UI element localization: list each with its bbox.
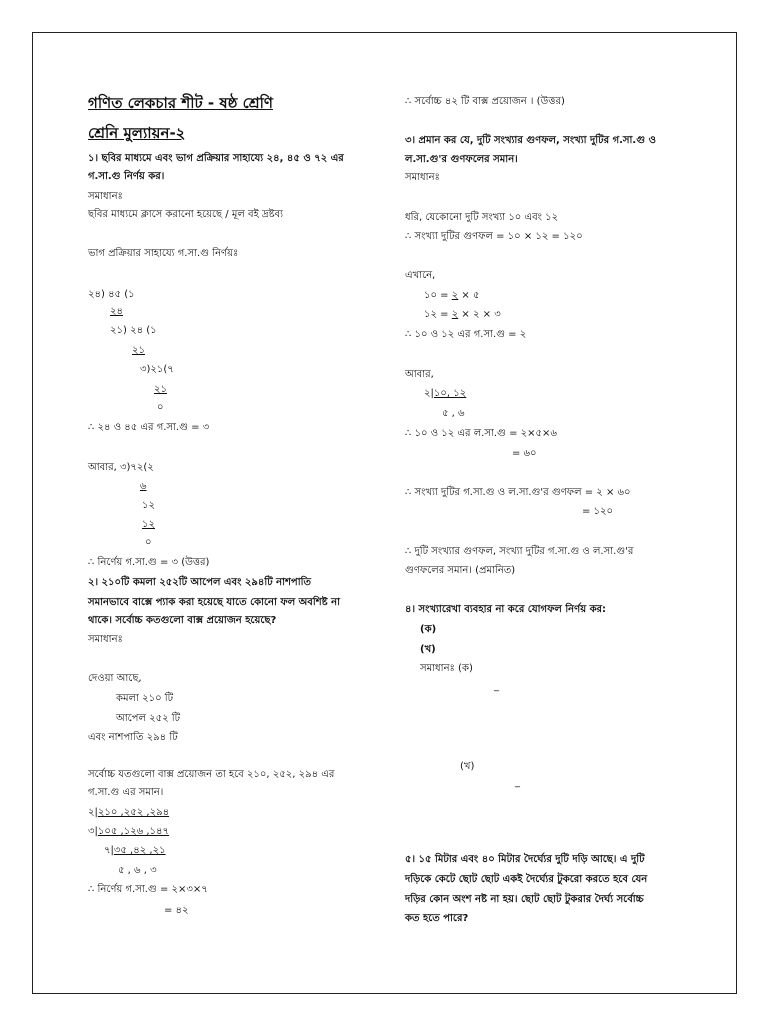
- q4-part-kha-solution: (খ): [460, 761, 475, 772]
- q4-solution-label: সমাধানঃ (ক): [420, 663, 473, 674]
- q1-result-1: ∴ ২৪ ও ৪৫ এর গ.সা.গু = ৩: [88, 422, 210, 433]
- q4-part-kha: (খ): [420, 644, 436, 655]
- q5-text-2: দড়িকে কেটে ছোট ছোট একই দৈর্ঘ্যের টুকরো করতে হবে যেন: [405, 874, 648, 885]
- q1-division-step: ৩)২১(৭: [140, 364, 174, 375]
- q3-step: এখানে,: [405, 270, 436, 281]
- q3-text-2: ল.সা.গু'র গুণফলের সমান।: [405, 154, 518, 165]
- q2-factor-row: ২|২১০ ,২৫২ ,২৯৪: [88, 807, 170, 818]
- q3-step: = ১২০: [582, 506, 614, 517]
- q4-text: ৪। সংখ্যারেখা ব্যবহার না করে যোগফল নির্ণয় কর:: [405, 604, 607, 615]
- q1-note: ছবির মাধ্যমে ক্লাসে করানো হয়েছে / মূল বই দ্রষ্টব্য: [88, 209, 284, 220]
- sheet-subtitle: শ্রেনি মুল্যায়ন-২: [88, 124, 186, 142]
- q1-division-step: ২৪: [110, 306, 123, 317]
- q2-solution-label: সমাধানঃ: [88, 634, 123, 645]
- q1-text-2: গ.সা.গু নির্ণয় কর।: [88, 171, 165, 182]
- q4-blank: _: [515, 777, 520, 788]
- q1-division-step: ১২: [142, 500, 155, 511]
- q4-part-ka: (ক): [420, 624, 437, 635]
- q3-factor-row: ৫ , ৬: [442, 408, 465, 419]
- q1-division-step: ০: [145, 537, 152, 548]
- q2-given: দেওয়া আছে,: [88, 673, 142, 684]
- q2-factor-row: ৩|১০৫ ,১২৬ ,১৪৭: [88, 826, 170, 837]
- q3-step: = ৬০: [512, 448, 537, 459]
- q1-division-step: ২৪) ৪৫ (১: [88, 289, 135, 300]
- q5-text-3: দড়ির কোন অংশ নষ্ট না হয়। ছোট ছোট টুকরার দৈর্ঘ্য সর্বোচ্চ: [405, 894, 644, 905]
- q1-solution-label: সমাধানঃ: [88, 191, 123, 202]
- q2-statement-2: গ.সা.গু এর সমান।: [88, 787, 164, 798]
- q3-conclusion-2: গুণফলের সমান। (প্রমানিত): [405, 565, 516, 576]
- q1-division-step: ৬: [140, 481, 147, 492]
- q3-text-1: ৩। প্রমান কর যে, দুটি সংখ্যার গুণফল, সংখ্যা দুটির গ.সা.গু ও: [405, 135, 656, 146]
- q3-factorization: ১২ = ২ × ২ × ৩: [424, 309, 501, 320]
- q2-result-value: = ৪২: [164, 905, 189, 916]
- q3-step: ∴ সংখ্যা দুটির গ.সা.গু ও ল.সা.গু'র গুণফল = ২ × ৬০: [405, 487, 631, 498]
- q5-text-1: ৫। ১৫ মিটার এবং ৪০ মিটার দৈর্ঘ্যের দুটি দড়ি আছে। এ দুটি: [405, 854, 645, 865]
- q3-conclusion-1: ∴ দুটি সংখ্যার গুণফল, সংখ্যা দুটির গ.সা.গু ও ল.সা.গু'র: [405, 546, 634, 557]
- q1-answer: ∴ নির্ণেয় গ.সা.গু = ৩ (উত্তর): [88, 557, 210, 568]
- q2-given-item: আপেল ২৫২ টি: [116, 713, 181, 724]
- q3-step: ধরি, যেকোনো দুটি সংখ্যা ১০ এবং ১২: [405, 212, 559, 223]
- q1-text-1: ১। ছবির মাধ্যমে এবং ভাগ প্রক্রিয়ার সাহায্যে ২৪, ৪৫ ও ৭২ এর: [88, 153, 344, 164]
- q2-given-item: কমলা ২১০ টি: [116, 693, 174, 704]
- q3-step: ∴ সংখ্যা দুটির গুণফল = ১০ × ১২ = ১২০: [405, 231, 583, 242]
- q2-factor-row: ৫ , ৬ , ৩: [118, 865, 157, 876]
- q2-factor-row: ৭|৩৫ ,৪২ ,২১: [104, 845, 166, 856]
- q3-step: আবার,: [405, 369, 434, 380]
- q2-text-1: ২। ২১০টি কমলা ২৫২টি আপেল এবং ২৯৪টি নাশপাতি: [88, 577, 311, 588]
- q1-division-step: আবার, ৩)৭২(২: [88, 462, 154, 473]
- q2-result: ∴ নির্ণেয় গ.সা.গু = ২×৩×৭: [88, 884, 208, 895]
- q5-text-4: কত হতে পারে?: [405, 913, 469, 924]
- sheet-title: গণিত লেকচার শীট - ষষ্ঠ শ্রেণি: [88, 94, 273, 112]
- q3-step: ∴ ১০ ও ১২ এর গ.সা.গু = ২: [405, 329, 527, 340]
- q2-statement-1: সর্বোচ্চ যতগুলো বাক্স প্রয়োজন তা হবে ২১০, ২৫২, ২৯৪ এর: [88, 769, 335, 780]
- q1-division-step: ২১) ২৪ (১: [110, 325, 157, 336]
- q2-text-2: সমানভাবে বাক্সে প্যাক করা হয়েছে যাতে কোনো ফল অবশিষ্ট না: [88, 597, 340, 608]
- q1-division-step: ০: [157, 402, 164, 413]
- q1-division-step: ২১: [154, 384, 167, 395]
- q3-solution-label: সমাধানঃ: [405, 172, 440, 183]
- q3-step: ∴ ১০ ও ১২ এর ল.সা.গু = ২×৫×৬: [405, 428, 557, 439]
- q2-answer: ∴ সর্বোচ্চ ৪২ টি বাক্স প্রয়োজন । (উত্তর): [405, 96, 565, 107]
- q3-factorization: ১০ = ২ × ৫: [424, 290, 480, 301]
- q1-method: ভাগ প্রক্রিয়ার সাহায্যে গ.সা.গু নির্ণয়ঃ: [88, 248, 239, 259]
- q1-division-step: ১২: [142, 519, 155, 530]
- q3-factor-row: ২|১০, ১২: [424, 388, 467, 399]
- q4-blank: _: [494, 681, 499, 692]
- q2-text-3: থাকে। সর্বোচ্চ কতগুলো বাক্স প্রয়োজন হয়েছে?: [88, 615, 277, 626]
- q1-division-step: ২১: [132, 345, 145, 356]
- q2-given-item: এবং নাশপাতি ২৯৪ টি: [88, 732, 178, 743]
